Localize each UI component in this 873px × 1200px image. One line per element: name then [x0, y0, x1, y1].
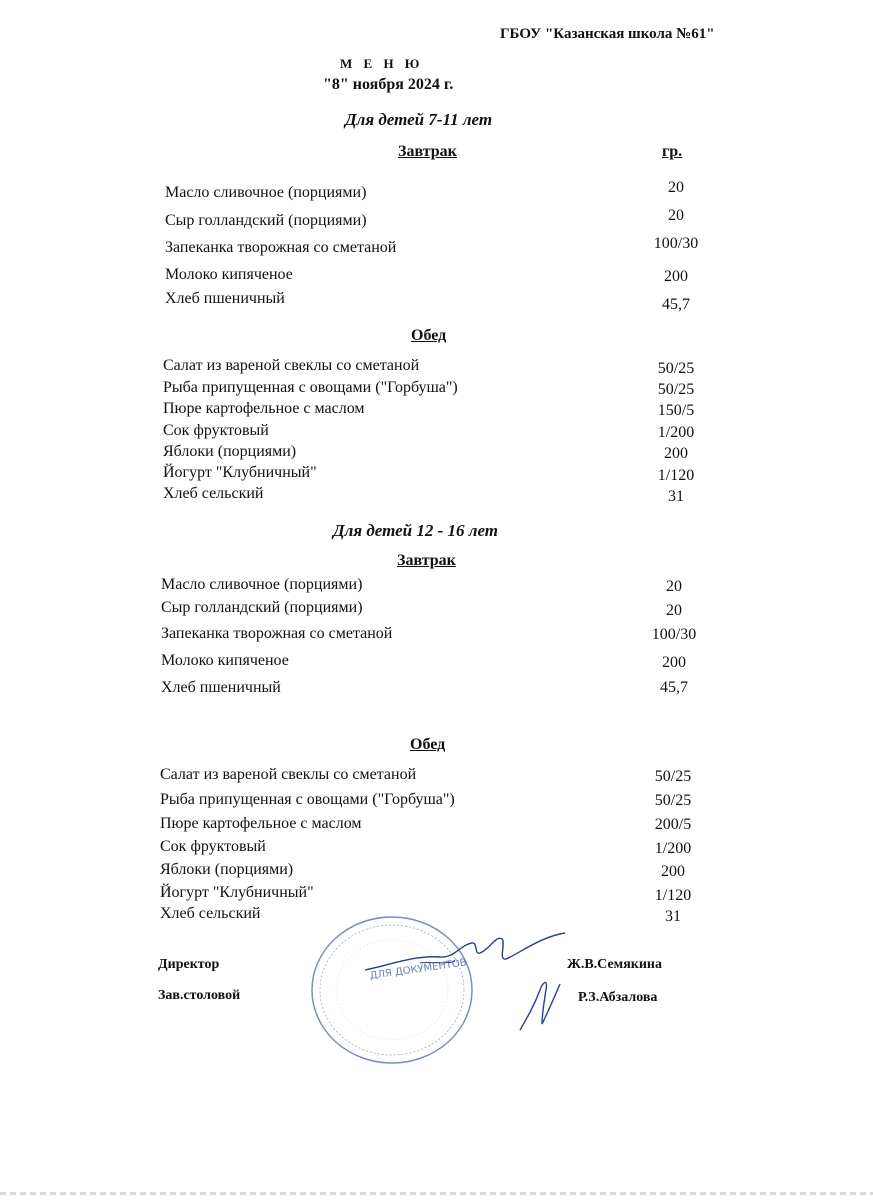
menu-item-qty: 45,7: [660, 679, 688, 696]
breakfast-heading-7-11: Завтрак: [398, 143, 457, 160]
menu-item: Пюре картофельное с маслом: [160, 815, 362, 832]
menu-item-qty: 20: [666, 602, 682, 619]
menu-item: Сок фруктовый: [160, 838, 266, 855]
menu-item-qty: 20: [668, 207, 684, 224]
menu-item-qty: 50/25: [654, 792, 692, 809]
menu-item: Йогурт "Клубничный": [160, 884, 314, 901]
menu-item-qty: 31: [665, 908, 681, 925]
menu-item: Салат из вареной свеклы со сметаной: [163, 357, 420, 374]
menu-item-qty: 1/120: [654, 887, 692, 904]
menu-item-qty: 1/200: [654, 840, 692, 857]
menu-item-qty: 200: [664, 445, 688, 462]
menu-item: Пюре картофельное с маслом: [163, 400, 365, 417]
menu-item-qty: 50/25: [657, 360, 695, 377]
menu-item: Масло сливочное (порциями): [165, 184, 367, 201]
menu-item: Запеканка творожная со сметаной: [161, 625, 393, 642]
menu-item-qty: 50/25: [654, 768, 692, 785]
menu-title: М Е Н Ю: [340, 56, 424, 71]
breakfast-heading-12-16: Завтрак: [397, 552, 456, 569]
menu-item-qty: 200: [662, 654, 686, 671]
menu-item: Салат из вареной свеклы со сметаной: [160, 766, 417, 783]
menu-item: Хлеб пшеничный: [165, 290, 285, 307]
menu-item-qty: 150/5: [657, 402, 695, 419]
menu-item-qty: 200: [661, 863, 685, 880]
menu-item-qty: 100/30: [651, 626, 697, 643]
scan-edge: [0, 1192, 873, 1195]
menu-item: Хлеб пшеничный: [161, 679, 281, 696]
menu-date: "8" ноября 2024 г.: [323, 76, 454, 93]
lunch-heading-7-11: Обед: [411, 327, 447, 344]
menu-item: Молоко кипяченое: [165, 266, 293, 283]
menu-item: Яблоки (порциями): [160, 861, 294, 878]
canteen-label: Зав.столовой: [158, 988, 241, 1003]
menu-item: Сыр голландский (порциями): [161, 599, 363, 616]
menu-item-qty: 200: [664, 268, 688, 285]
school-name: ГБОУ "Казанская школа №61": [500, 26, 715, 42]
menu-item: Рыба припущенная с овощами ("Горбуша"): [163, 379, 458, 396]
canteen-signature: [512, 968, 572, 1038]
menu-item-qty: 200/5: [654, 816, 692, 833]
unit-heading: гр.: [662, 143, 683, 160]
menu-item-qty: 20: [666, 578, 682, 595]
menu-item: Яблоки (порциями): [163, 443, 297, 460]
menu-item: Запеканка творожная со сметаной: [165, 239, 397, 256]
menu-item: Сыр голландский (порциями): [165, 212, 367, 229]
menu-item: Молоко кипяченое: [161, 652, 289, 669]
age-group-7-11: Для детей 7-11 лет: [345, 110, 493, 129]
canteen-name: Р.З.Абзалова: [578, 990, 658, 1005]
menu-item: Хлеб сельский: [160, 905, 261, 922]
age-group-12-16: Для детей 12 - 16 лет: [333, 521, 499, 540]
stamp-text: ДЛЯ ДОКУМЕНТОВ: [369, 957, 468, 982]
menu-item: Йогурт "Клубничный": [163, 464, 317, 481]
menu-item: Сок фруктовый: [163, 422, 269, 439]
lunch-heading-12-16: Обед: [410, 736, 446, 753]
menu-item-qty: 20: [668, 179, 684, 196]
menu-item-qty: 50/25: [657, 381, 695, 398]
menu-item-qty: 1/200: [657, 424, 695, 441]
menu-item-qty: 100/30: [653, 235, 699, 252]
menu-item-qty: 31: [668, 488, 684, 505]
director-name: Ж.В.Семякина: [567, 957, 662, 972]
director-label: Директор: [158, 957, 220, 972]
menu-item-qty: 45,7: [662, 296, 690, 313]
menu-item: Масло сливочное (порциями): [161, 576, 363, 593]
menu-item-qty: 1/120: [657, 467, 695, 484]
menu-item: Хлеб сельский: [163, 485, 264, 502]
menu-item: Рыба припущенная с овощами ("Горбуша"): [160, 791, 455, 808]
